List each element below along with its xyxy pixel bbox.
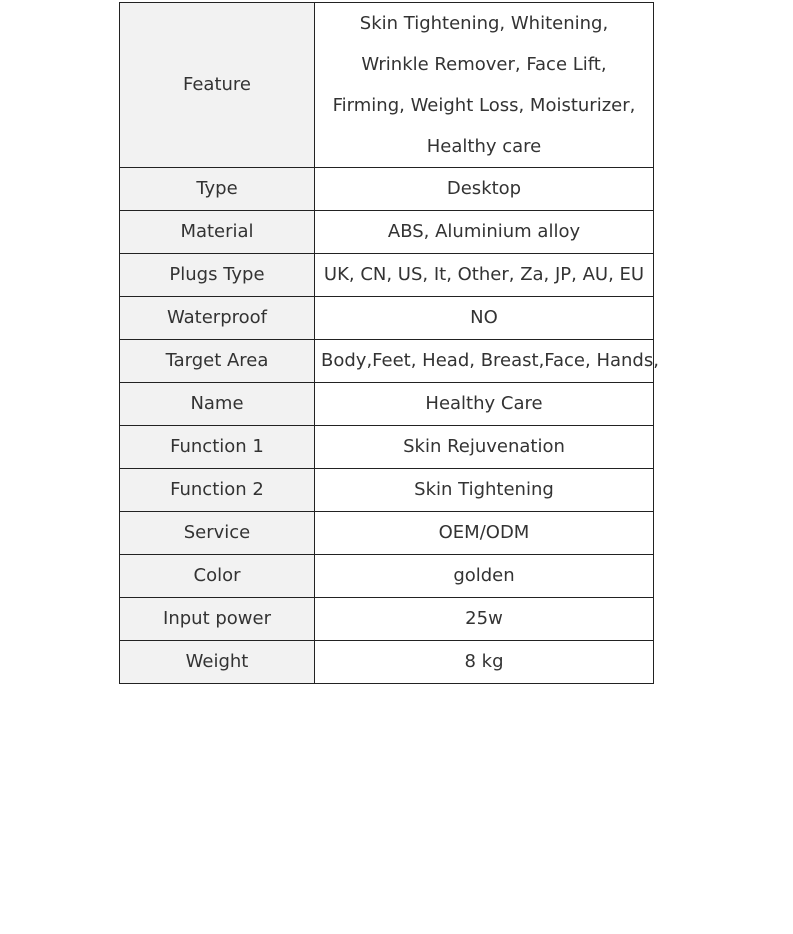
row-label: Color — [120, 555, 315, 598]
table-row-color — [120, 555, 654, 598]
row-label: Material — [120, 211, 315, 254]
table-row-material — [120, 211, 654, 254]
row-label: Function 1 — [120, 426, 315, 469]
table-row-waterproof — [120, 297, 654, 340]
spec-table — [119, 2, 659, 684]
table-row-plugs-type — [120, 254, 654, 297]
row-value: NO — [315, 297, 654, 340]
row-value: Body,Feet, Head, Breast,Face, Hands, — [315, 340, 654, 383]
row-label: Function 2 — [120, 469, 315, 512]
table-row-weight — [120, 641, 654, 684]
row-label: Waterproof — [120, 297, 315, 340]
table-row-function-1 — [120, 426, 654, 469]
row-label: Input power — [120, 598, 315, 641]
row-value: Skin Tightening, Whitening, Wrinkle Remover, Face Lift, Firming, Weight Loss, Moisturizer, Healthy care — [315, 3, 654, 168]
row-value: golden — [315, 555, 654, 598]
row-label: Service — [120, 512, 315, 555]
row-label: Name — [120, 383, 315, 426]
row-label: Type — [120, 168, 315, 211]
row-label: Plugs Type — [120, 254, 315, 297]
row-value: Desktop — [315, 168, 654, 211]
row-value: 25w — [315, 598, 654, 641]
row-label: Weight — [120, 641, 315, 684]
row-label: Target Area — [120, 340, 315, 383]
row-value: UK, CN, US, It, Other, Za, JP, AU, EU — [315, 254, 654, 297]
row-value: Skin Rejuvenation — [315, 426, 654, 469]
table-row-service — [120, 512, 654, 555]
row-value: Healthy Care — [315, 383, 654, 426]
row-value: ABS, Aluminium alloy — [315, 211, 654, 254]
table-row-name — [120, 383, 654, 426]
table-row-input-power — [120, 598, 654, 641]
row-value: Skin Tightening — [315, 469, 654, 512]
table-row-function-2 — [120, 469, 654, 512]
row-value: OEM/ODM — [315, 512, 654, 555]
table-row-feature — [120, 3, 654, 168]
table-row-target-area — [120, 340, 654, 383]
table-row-type — [120, 168, 654, 211]
row-label: Feature — [120, 3, 315, 168]
row-value: 8 kg — [315, 641, 654, 684]
